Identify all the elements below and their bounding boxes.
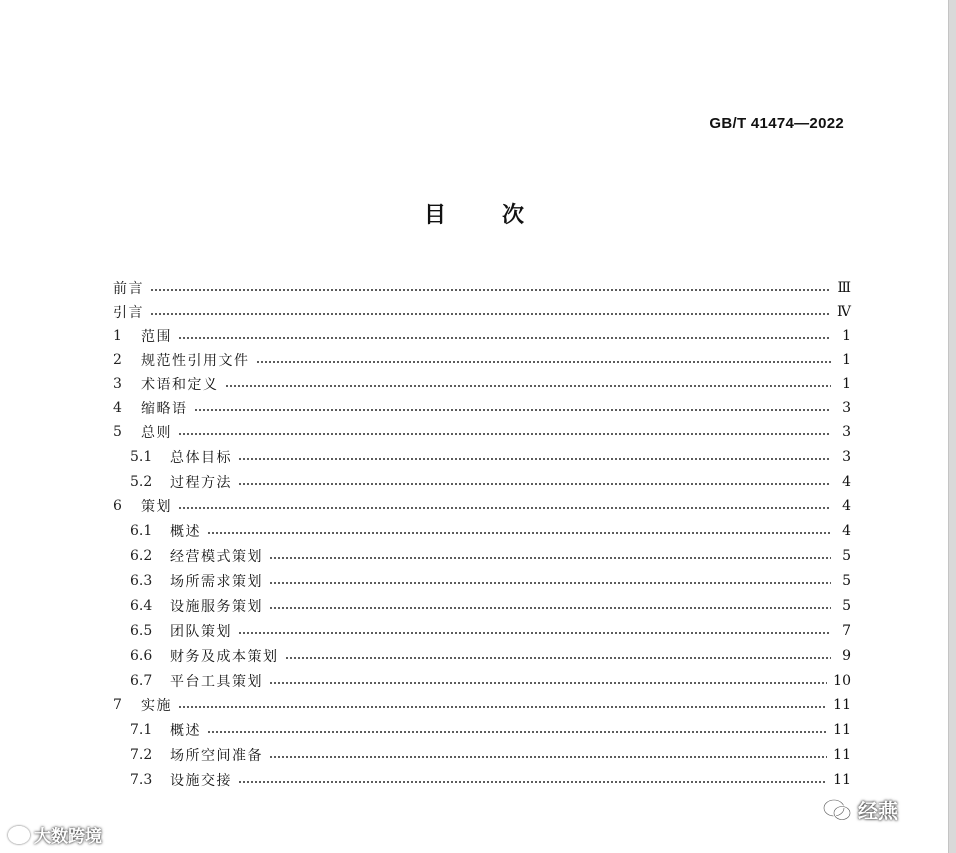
toc-entry xyxy=(113,644,851,668)
toc-entry xyxy=(113,544,851,568)
dot-leader xyxy=(238,781,827,783)
dot-leader xyxy=(207,731,827,733)
toc-entry-number: 7.3 xyxy=(130,772,153,788)
dot-leader xyxy=(225,385,832,387)
toc-entry-label: 术语和定义 xyxy=(141,377,219,393)
toc-entry xyxy=(113,669,851,693)
toc-entry-page: 3 xyxy=(842,424,851,440)
toc-entry-number: 6.2 xyxy=(130,548,153,564)
toc-entry-page: 5 xyxy=(842,548,851,564)
toc-entry-label: 经营模式策划 xyxy=(170,549,263,565)
toc-entry xyxy=(113,718,851,742)
toc-entry-page: 1 xyxy=(842,328,851,344)
toc-entry xyxy=(113,372,851,396)
toc-entry xyxy=(113,396,851,420)
toc-entry-page: 11 xyxy=(833,747,851,763)
toc-entry-label: 缩略语 xyxy=(141,401,188,417)
toc-entry-page: 4 xyxy=(842,523,851,539)
toc-entry-label: 实施 xyxy=(141,698,172,714)
watermark-left-text: 大数跨境 xyxy=(34,827,102,847)
toc-entry-page: 10 xyxy=(833,673,851,689)
toc-entry-page: 4 xyxy=(842,474,851,490)
toc-entry-label: 前言 xyxy=(113,281,144,297)
dot-leader xyxy=(285,657,832,659)
toc-entry-number: 1 xyxy=(113,328,122,344)
dot-leader xyxy=(269,582,831,584)
toc-entry xyxy=(113,594,851,618)
toc-entry xyxy=(113,494,851,518)
toc-entry-page: 9 xyxy=(842,648,851,664)
dot-leader xyxy=(178,706,827,708)
dot-leader xyxy=(238,632,831,634)
toc-title-char-1: 目 xyxy=(423,203,446,228)
toc-entry-label: 财务及成本策划 xyxy=(170,649,279,665)
toc-entry-label: 概述 xyxy=(170,723,201,739)
toc-entry-number: 5.2 xyxy=(130,474,153,490)
toc-entry xyxy=(113,420,851,444)
toc-entry xyxy=(113,348,851,372)
toc-entry-page: 4 xyxy=(842,498,851,514)
toc-entry-number: 6.4 xyxy=(130,598,153,614)
toc-entry-label: 过程方法 xyxy=(170,475,232,491)
toc-entry-number: 6.1 xyxy=(130,523,153,539)
page-edge xyxy=(948,0,956,853)
toc-entry xyxy=(113,569,851,593)
toc-entry-label: 设施交接 xyxy=(170,773,232,789)
toc-entry-number: 7 xyxy=(113,697,122,713)
dot-leader xyxy=(150,313,831,315)
toc-entry-page: 3 xyxy=(842,449,851,465)
toc-entry-number: 5.1 xyxy=(130,449,153,465)
toc-entry-label: 总则 xyxy=(141,425,172,441)
dot-leader xyxy=(178,337,831,339)
dot-leader xyxy=(269,682,827,684)
dot-leader xyxy=(238,483,831,485)
toc-entry xyxy=(113,693,851,717)
toc-entry xyxy=(113,743,851,767)
dot-leader xyxy=(238,458,831,460)
dot-leader xyxy=(194,409,832,411)
toc-entry-label: 设施服务策划 xyxy=(170,599,263,615)
toc-entry-label: 规范性引用文件 xyxy=(141,353,250,369)
circle-logo-icon xyxy=(8,826,30,844)
toc-entry-page: 11 xyxy=(833,697,851,713)
toc-entry-label: 范围 xyxy=(141,329,172,345)
toc-title xyxy=(0,198,948,229)
toc-entry-page: 1 xyxy=(842,352,851,368)
dot-leader xyxy=(269,756,827,758)
toc-entry-number: 5 xyxy=(113,424,122,440)
watermark-left xyxy=(8,822,102,847)
toc-entry-number: 4 xyxy=(113,400,122,416)
toc-entry-number: 2 xyxy=(113,352,122,368)
toc-entry-page: Ⅳ xyxy=(837,304,851,320)
toc-entry-page: 11 xyxy=(833,722,851,738)
toc-entry-number: 6 xyxy=(113,498,122,514)
standard-code: GB/T 41474—2022 xyxy=(709,115,844,132)
table-of-contents xyxy=(113,276,851,792)
toc-entry-number: 6.5 xyxy=(130,623,153,639)
toc-entry-number: 3 xyxy=(113,376,122,392)
toc-entry xyxy=(113,445,851,469)
watermark-right-text: 经燕 xyxy=(858,799,898,823)
dot-leader xyxy=(178,507,831,509)
toc-entry xyxy=(113,470,851,494)
dot-leader xyxy=(269,607,831,609)
toc-entry-page: 7 xyxy=(842,623,851,639)
toc-entry-number: 6.6 xyxy=(130,648,153,664)
toc-entry-label: 场所空间准备 xyxy=(170,748,263,764)
toc-entry-page: Ⅲ xyxy=(837,280,851,296)
dot-leader xyxy=(256,361,832,363)
toc-entry-label: 策划 xyxy=(141,499,172,515)
watermark-right xyxy=(822,795,898,824)
toc-entry-page: 5 xyxy=(842,598,851,614)
toc-entry-page: 1 xyxy=(842,376,851,392)
toc-entry-number: 6.3 xyxy=(130,573,153,589)
toc-entry xyxy=(113,300,851,324)
toc-entry xyxy=(113,276,851,300)
dot-leader xyxy=(150,289,831,291)
toc-entry-number: 6.7 xyxy=(130,673,153,689)
toc-entry xyxy=(113,324,851,348)
toc-entry-number: 7.2 xyxy=(130,747,153,763)
toc-entry-label: 引言 xyxy=(113,305,144,321)
dot-leader xyxy=(269,557,831,559)
toc-entry-label: 平台工具策划 xyxy=(170,674,263,690)
toc-entry xyxy=(113,519,851,543)
toc-entry-label: 团队策划 xyxy=(170,624,232,640)
toc-title-char-2: 次 xyxy=(502,203,525,228)
toc-entry-page: 11 xyxy=(833,772,851,788)
toc-entry-number: 7.1 xyxy=(130,722,153,738)
toc-entry-label: 总体目标 xyxy=(170,450,232,466)
dot-leader xyxy=(178,433,831,435)
toc-entry-page: 5 xyxy=(842,573,851,589)
wechat-logo-icon xyxy=(822,797,852,823)
toc-entry-page: 3 xyxy=(842,400,851,416)
toc-entry-label: 概述 xyxy=(170,524,201,540)
dot-leader xyxy=(207,532,831,534)
toc-entry-label: 场所需求策划 xyxy=(170,574,263,590)
toc-entry xyxy=(113,619,851,643)
toc-entry xyxy=(113,768,851,792)
